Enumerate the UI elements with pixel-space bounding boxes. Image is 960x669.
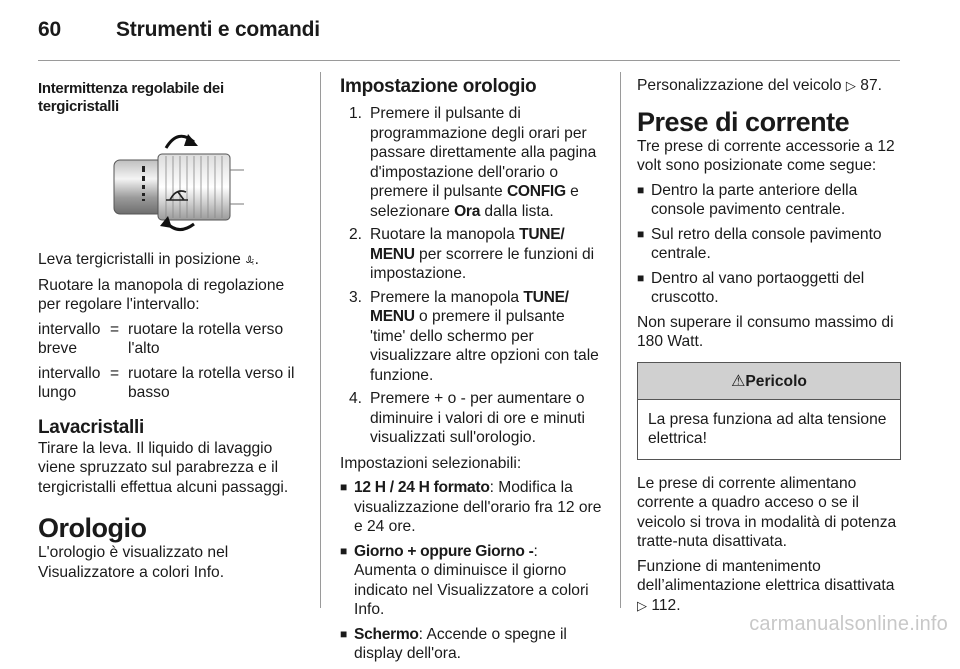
section-title-prese: Prese di corrente: [637, 106, 850, 137]
paragraph-personalizzazione: Personalizzazione del veicolo ▷ 87.: [637, 77, 882, 94]
list-item: ■ 12 H / 24 H formato: Modifica la visualizzazione dell'orario fra 12 ore e 24 ore.: [340, 479, 602, 535]
warning-title: Pericolo: [745, 372, 807, 390]
paragraph-ruotare: Ruotare la manopola di regolazione per regolare l'intervallo:: [38, 276, 285, 313]
page-title: Strumenti e comandi: [116, 18, 320, 41]
bullet-mark-icon: ■: [637, 226, 645, 241]
steps-list: [340, 104, 603, 448]
watermark: carmanualsonline.info: [749, 613, 948, 635]
list-item: 4. Premere + o - per aumentare o diminuire i valori di ore e minuti visualizzati sull'orologio.: [348, 390, 585, 446]
wiper-symbol-icon: ꕋ: [245, 253, 255, 268]
list-item: 1. Premere il pulsante di programmazione degli orari per passare direttamente alla pagina d'impostazione dell'orario o premere il pulsante CONFIG e selezionare Ora dalla lista.: [348, 105, 597, 220]
page-header: [38, 18, 320, 42]
warning-text: La presa funziona ad alta tensione elettrica!: [648, 410, 887, 447]
list-item: ■ Dentro la parte anteriore della console pavimento centrale.: [637, 181, 858, 218]
page-reference-icon: ▷: [637, 598, 647, 614]
bullet-mark-icon: ■: [637, 270, 645, 285]
bullet-mark-icon: ■: [340, 626, 348, 641]
paragraph-lavacristalli: Tirare la leva. Il liquido di lavaggio viene spruzzato sul parabrezza e il tergicristalli effettua alcuni passaggi.: [38, 439, 289, 496]
list-item: ■ Schermo: Accende o spegne il display dell'ora.: [340, 625, 567, 662]
page-number: 60: [38, 18, 61, 41]
warning-header: [638, 363, 900, 400]
interval-row-lungo: intervallo lungo = ruotare la rotella verso il basso: [38, 364, 295, 401]
wiper-dial-icon: [38, 126, 300, 232]
paragraph-alimentano: Le prese di corrente alimentano corrente a quadro acceso o se il veicolo si trova in modalità di potenza tratte-nuta disattivata.: [637, 474, 897, 550]
paragraph-leva: Leva tergicristalli in posizione ꕋ.: [38, 251, 259, 268]
column-divider-1: [320, 72, 321, 608]
paragraph-consumo: Non superare il consumo massimo di 180 Watt.: [637, 313, 894, 350]
column-divider-2: [620, 72, 621, 608]
paragraph-orologio: L'orologio è visualizzato nel Visualizzatore a colori Info.: [38, 544, 229, 581]
list-item: ■ Giorno + oppure Giorno -: Aumenta o diminuisce il giorno indicato nel Visualizzatore a colori Info.: [340, 542, 589, 618]
list-item: 2. Ruotare la manopola TUNE/ MENU per scorrere le funzioni di impostazione.: [348, 226, 595, 282]
column-1: [38, 76, 300, 587]
paragraph-funzione: Funzione di mantenimento dell’alimentazione elettrica disattivata ▷ 112.: [637, 557, 895, 614]
paragraph-prese: Tre prese di corrente accessorie a 12 volt sono posizionate come segue:: [637, 137, 895, 174]
column-3: [637, 76, 901, 621]
list-item: ■ Dentro al vano portaoggetti del cruscotto.: [637, 269, 865, 306]
section-title-intermittenza: Intermittenza regolabile dei tergicristalli: [38, 80, 224, 115]
section-title-lavacristalli: Lavacristalli: [38, 416, 144, 438]
list-item: 3. Premere la manopola TUNE/ MENU o premere il pulsante 'time' dello schermo per visualizzare altre opzioni con tale funzione.: [348, 288, 599, 384]
paragraph-impostazioni: Impostazioni selezionabili:: [340, 454, 522, 472]
list-item: ■ Sul retro della console pavimento centrale.: [637, 225, 882, 262]
header-rule: [38, 60, 900, 61]
warning-box: [637, 362, 901, 460]
bullet-mark-icon: ■: [340, 543, 348, 558]
warning-triangle-icon: ⚠: [731, 370, 746, 390]
section-title-orologio: Orologio: [38, 513, 147, 543]
interval-row-breve: intervallo breve = ruotare la rotella verso l'alto: [38, 320, 284, 357]
wiper-control-illustration: [38, 126, 300, 232]
page-reference-icon: ▷: [845, 79, 856, 94]
bullet-mark-icon: ■: [340, 480, 348, 494]
column-2: [340, 76, 603, 669]
bullet-mark-icon: ■: [637, 182, 645, 197]
section-title-impostazione-orologio: Impostazione orologio: [340, 76, 537, 97]
